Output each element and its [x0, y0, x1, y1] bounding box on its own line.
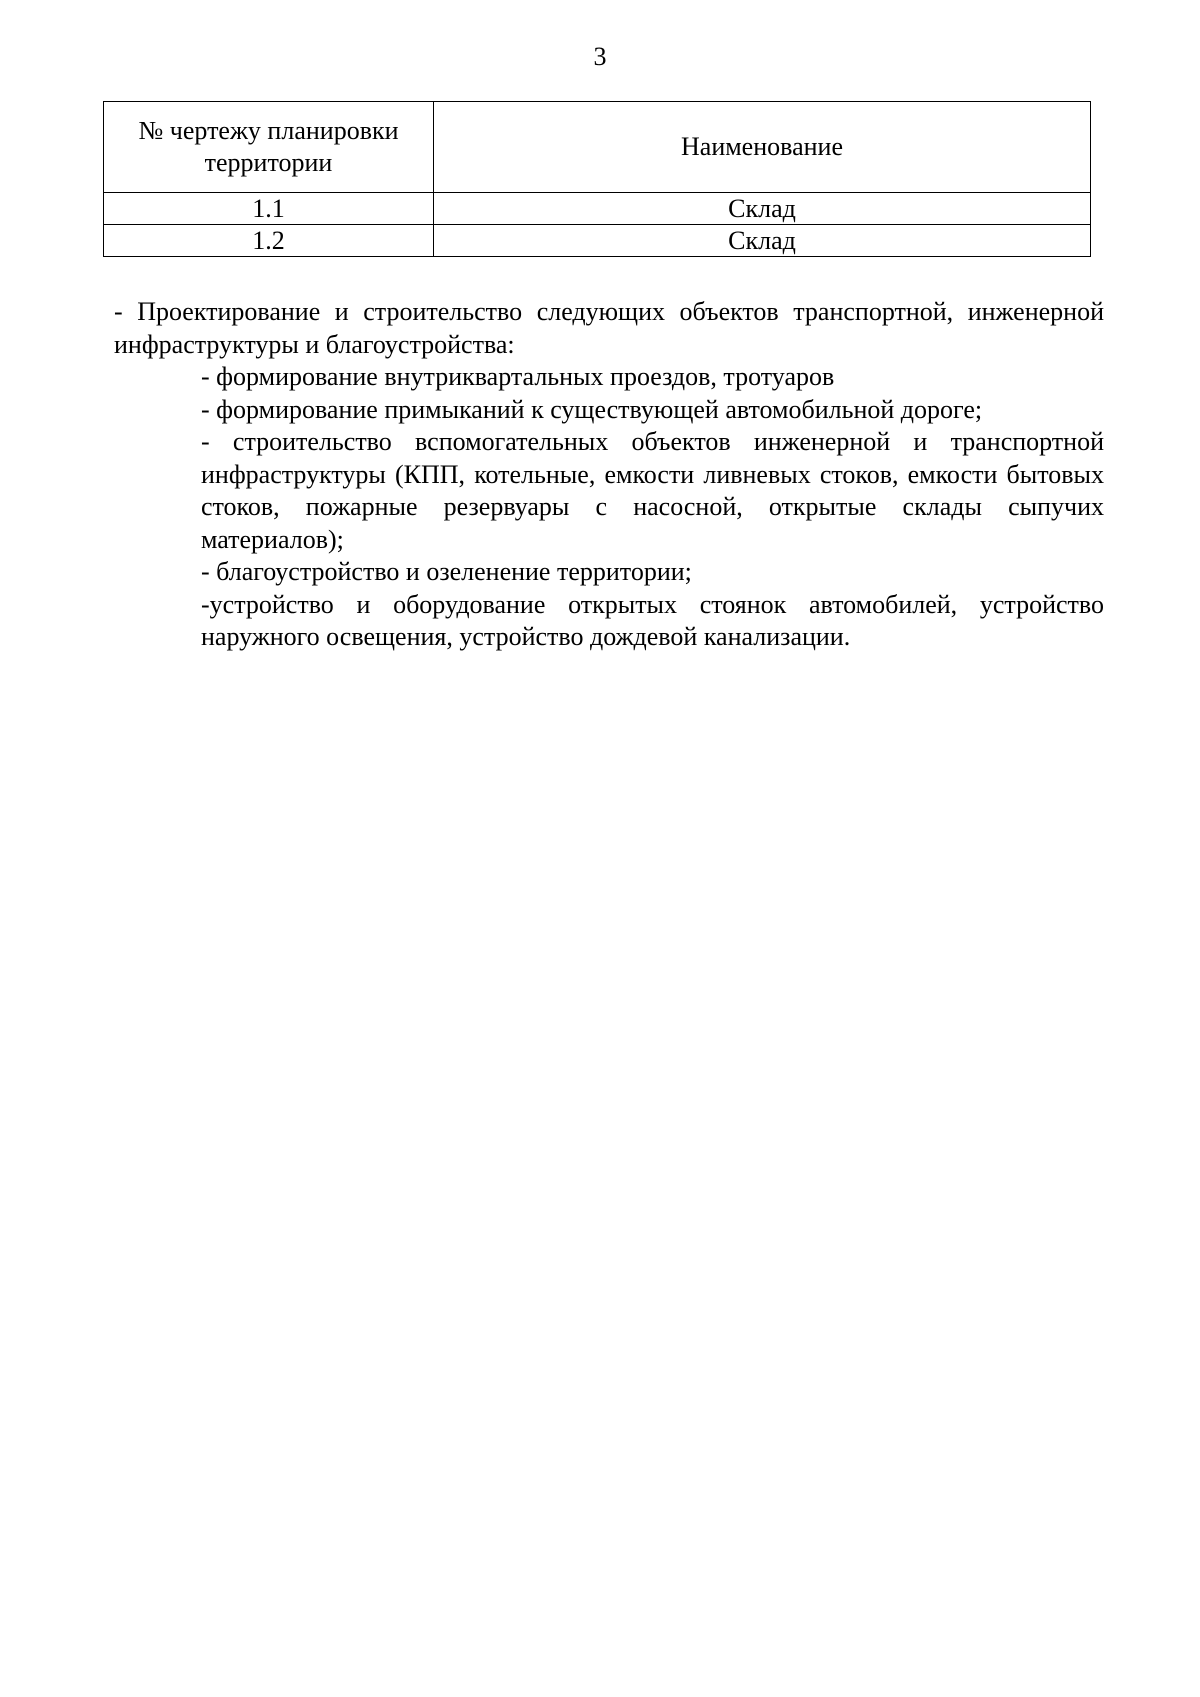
- list-item: - формирование внутриквартальных проездов, тротуаров: [201, 362, 835, 391]
- column-header-name: Наименование: [434, 102, 1091, 193]
- list-item: - формирование примыканий к существующей автомобильной дороге;: [201, 394, 983, 424]
- intro-paragraph: - Проектирование и строительство следующих объектов транспортной, инженерной инфраструктуры и благоустройства:: [114, 297, 1104, 359]
- body-text: [114, 296, 1104, 654]
- table-row: [104, 193, 1091, 225]
- table-header-row: [104, 102, 1091, 193]
- list-item: -устройство и оборудование открытых стоянок автомобилей, устройство наружного освещения, устройство дождевой канализации.: [201, 589, 1104, 651]
- table-cell-number: 1.1: [104, 193, 434, 225]
- table-cell-name: Склад: [434, 225, 1091, 257]
- plan-table: [103, 101, 1091, 257]
- list-item: - строительство вспомогательных объектов инженерной и транспортной инфраструктуры (КПП, котельные, емкости ливневых стоков, емкости бытовых стоков, пожарные резервуары с насосной, открытые склады сыпучих материалов);: [201, 427, 1104, 554]
- table-cell-number: 1.2: [104, 225, 434, 257]
- column-header-drawing-number: № чертежу планировки территории: [104, 102, 434, 193]
- table-row: [104, 225, 1091, 257]
- list-item: - благоустройство и озеленение территории;: [201, 557, 692, 586]
- page-number: 3: [593, 42, 607, 71]
- table-cell-name: Склад: [434, 193, 1091, 225]
